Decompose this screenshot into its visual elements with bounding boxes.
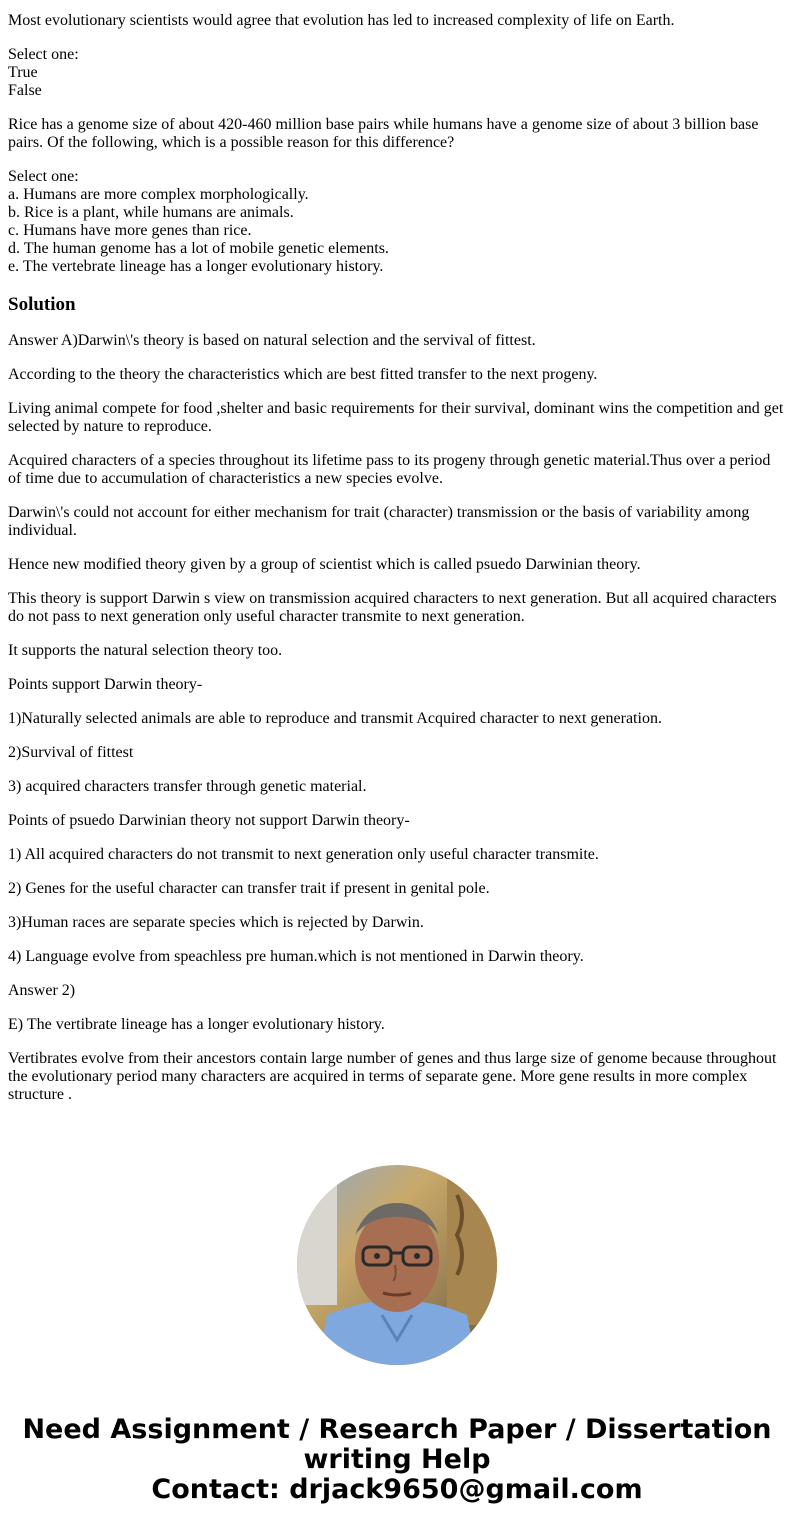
solution-paragraph: Points of psuedo Darwinian theory not support Darwin theory- [8, 812, 410, 829]
solution-paragraph: Acquired characters of a species throughout its lifetime pass to its progeny through genetic material.Thus over a period of time due to accumulation of characteristics a new species evolve. [8, 452, 771, 487]
promo-contact: Contact: drjack9650@gmail.com [151, 1474, 643, 1505]
solution-heading: Solution [8, 294, 76, 315]
select-one-label: Select one: [8, 168, 79, 185]
question-1-text: Most evolutionary scientists would agree that evolution has led to increased complexity of life on Earth. [8, 12, 675, 29]
solution-paragraph: Living animal compete for food ,shelter and basic requirements for their survival, dominant wins the competition and get selected by nature to reproduce. [8, 400, 784, 435]
solution-paragraph: 1) All acquired characters do not transmit to next generation only useful character transmite. [8, 846, 599, 863]
question-2-text: Rice has a genome size of about 420-460 million base pairs while humans have a genome size of about 3 billion base pairs. Of the following, which is a possible reason for this difference? [8, 116, 759, 151]
solution-paragraph: Hence new modified theory given by a group of scientist which is called psuedo Darwinian theory. [8, 556, 641, 573]
promo-footer [0, 1415, 794, 1505]
solution-paragraph: This theory is support Darwin s view on transmission acquired characters to next generation. But all acquired characters do not pass to next generation only useful character transmite to next generation. [8, 590, 777, 625]
solution-paragraph: 1)Naturally selected animals are able to reproduce and transmit Acquired character to next generation. [8, 710, 662, 727]
document-body [0, 12, 794, 1104]
question-2-options [8, 168, 786, 276]
option-d: d. The human genome has a lot of mobile genetic elements. [8, 240, 389, 257]
solution-paragraph: 4) Language evolve from speachless pre human.which is not mentioned in Darwin theory. [8, 948, 584, 965]
promo-line-2: writing Help [303, 1444, 491, 1475]
question-1-options [8, 46, 786, 100]
select-one-label: Select one: [8, 46, 79, 63]
option-b: b. Rice is a plant, while humans are animals. [8, 204, 294, 221]
solution-paragraph: According to the theory the characteristics which are best fitted transfer to the next progeny. [8, 366, 598, 383]
option-false: False [8, 82, 42, 99]
solution-paragraph: Answer 2) [8, 982, 76, 999]
solution-paragraph: Answer A)Darwin\'s theory is based on natural selection and the servival of fittest. [8, 332, 536, 349]
solution-paragraph: It supports the natural selection theory too. [8, 642, 283, 659]
promo-line-1: Need Assignment / Research Paper / Dissertation [22, 1414, 772, 1445]
option-e: e. The vertebrate lineage has a longer evolutionary history. [8, 258, 384, 275]
option-a: a. Humans are more complex morphologically. [8, 186, 309, 203]
option-c: c. Humans have more genes than rice. [8, 222, 252, 239]
solution-paragraph: 2) Genes for the useful character can transfer trait if present in genital pole. [8, 880, 490, 897]
solution-paragraph: E) The vertibrate lineage has a longer evolutionary history. [8, 1016, 385, 1033]
solution-paragraph: Darwin\'s could not account for either mechanism for trait (character) transmission or the basis of variability among individual. [8, 504, 750, 539]
solution-paragraph: Vertibrates evolve from their ancestors contain large number of genes and thus large size of genome because throughout the evolutionary period many characters are acquired in terms of separate gene. More gene results in more complex structure . [8, 1050, 777, 1103]
author-avatar [297, 1165, 497, 1365]
author-photo [297, 1165, 497, 1365]
solution-paragraph: 3)Human races are separate species which is rejected by Darwin. [8, 914, 424, 931]
option-true: True [8, 64, 38, 81]
solution-paragraph: 2)Survival of fittest [8, 744, 134, 761]
solution-paragraph: Points support Darwin theory- [8, 676, 203, 693]
solution-paragraph: 3) acquired characters transfer through genetic material. [8, 778, 367, 795]
